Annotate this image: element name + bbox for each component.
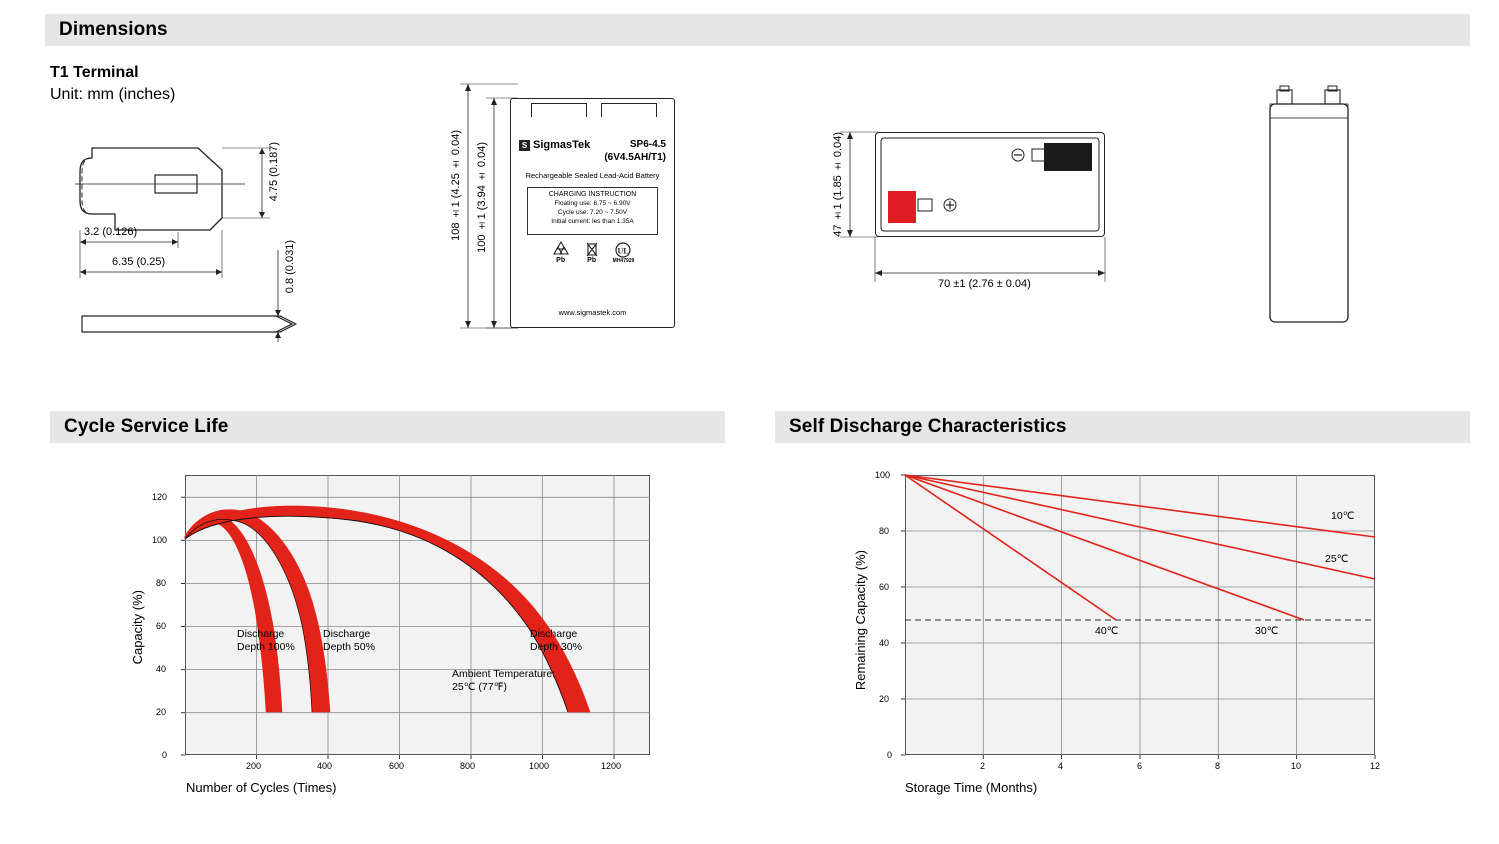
self-xtick-4: 4	[1058, 761, 1064, 771]
cycle-xtick-600: 600	[389, 761, 405, 771]
model-block	[604, 139, 666, 164]
battery-subtitle: Rechargeable Sealed Lead-Acid Battery	[525, 171, 660, 180]
recycle-pb-icon	[551, 241, 571, 264]
no-trash-pb-icon	[585, 241, 599, 264]
front-total-height-dim: 108 ±1 (4.25 ± 0.04)	[450, 130, 462, 241]
model-spec: (6V4.5AH/T1)	[604, 151, 666, 163]
self-ytick-0: 0	[887, 750, 893, 760]
battery-top-view	[820, 110, 1150, 320]
svg-text:UL: UL	[617, 246, 629, 256]
cycle-ytick-40: 40	[156, 664, 167, 674]
ul-file-number: MH47929	[612, 258, 635, 264]
charging-line-2: Cycle use: 7.20 ~ 7.50V	[557, 208, 628, 216]
front-body-height-dim: 100 ±1 (3.94 ± 0.04)	[476, 142, 488, 253]
cycle-x-axis-title: Number of Cycles (Times)	[186, 780, 337, 795]
cycle-service-life-chart	[50, 450, 725, 810]
series-label-40c: 40℃	[1095, 625, 1119, 637]
cycle-ytick-100: 100	[152, 535, 168, 545]
terminal-drawing	[70, 130, 360, 360]
cycle-ytick-80: 80	[156, 578, 167, 588]
battery-front-view	[440, 80, 740, 330]
self-x-axis-title: Storage Time (Months)	[905, 780, 1038, 795]
section-title: Dimensions	[59, 19, 168, 40]
self-xtick-12: 12	[1370, 761, 1381, 771]
ul-icon	[613, 242, 635, 264]
cycle-ytick-0: 0	[162, 750, 168, 760]
series-label-30c: 30℃	[1255, 625, 1279, 637]
self-ytick-80: 80	[879, 526, 890, 536]
website-label: www.sigmastek.com	[558, 308, 627, 317]
top-width-dim: 70 ±1 (2.76 ± 0.04)	[938, 278, 1031, 290]
cycle-xtick-800: 800	[460, 761, 476, 771]
self-xtick-6: 6	[1137, 761, 1143, 771]
sigmastek-logo-icon: S	[519, 140, 530, 151]
cycle-y-axis-title: Capacity (%)	[130, 590, 145, 665]
top-depth-dim: 47 ±1 (1.85 ± 0.04)	[832, 132, 844, 237]
recycle-pb-label: Pb	[556, 257, 566, 264]
section-header-self-discharge	[775, 411, 1470, 443]
section-header-dimensions	[45, 14, 1470, 46]
charging-line-1: Floating use: 6.75 ~ 6.90V	[554, 200, 631, 207]
cycle-ytick-120: 120	[152, 492, 168, 502]
charging-instruction-box	[527, 187, 658, 235]
battery-body	[510, 98, 675, 328]
terminal-height-dim: 4.75 (0.187)	[268, 142, 280, 202]
cycle-xtick-400: 400	[317, 761, 333, 771]
series-label-25c: 25℃	[1325, 553, 1349, 565]
self-ytick-60: 60	[879, 582, 890, 592]
self-discharge-chart	[775, 450, 1470, 810]
annotation-dod-30: Discharge Depth 30%	[530, 628, 582, 654]
cycle-xtick-1000: 1000	[529, 761, 550, 771]
charging-title: CHARGING INSTRUCTION	[548, 191, 637, 198]
annotation-dod-50: Discharge Depth 50%	[323, 628, 375, 654]
cycle-xtick-200: 200	[246, 761, 262, 771]
model-number: SP6-4.5	[629, 139, 666, 150]
self-ytick-100: 100	[875, 470, 891, 480]
self-y-axis-title: Remaining Capacity (%)	[853, 550, 868, 691]
terminal-width-large-dim: 6.35 (0.25)	[112, 256, 166, 268]
series-label-10c: 10℃	[1331, 510, 1355, 522]
brand-name-text: SigmasTek	[533, 139, 591, 151]
no-trash-pb-label: Pb	[587, 257, 597, 264]
self-xtick-2: 2	[980, 761, 986, 771]
self-xtick-10: 10	[1291, 761, 1302, 771]
charging-line-3: Initial current: les than 1.35A	[551, 217, 634, 225]
cycle-ytick-20: 20	[156, 707, 167, 717]
annotation-ambient-temperature: Ambient Temperature: 25℃ (77℉)	[452, 668, 556, 694]
cycle-ytick-60: 60	[156, 621, 167, 631]
battery-side-view	[1250, 78, 1390, 328]
self-ytick-20: 20	[879, 694, 890, 704]
self-xtick-8: 8	[1215, 761, 1221, 771]
annotation-dod-100: Discharge Depth 100%	[237, 628, 295, 654]
terminal-thickness-dim: 0.8 (0.031)	[284, 240, 296, 294]
terminal-width-small-dim: 3.2 (0.126)	[84, 226, 138, 238]
unit-label: Unit: mm (inches)	[50, 86, 176, 103]
terminal-tab-right	[601, 103, 657, 117]
section-header-cycle-service-life	[50, 411, 725, 443]
self-ytick-40: 40	[879, 638, 890, 648]
terminal-tab-left	[531, 103, 587, 117]
battery-top-outline	[875, 132, 1105, 237]
t1-terminal-title: T1 Terminal	[50, 64, 139, 81]
brand-label	[519, 139, 590, 151]
section-title: Cycle Service Life	[64, 416, 229, 437]
section-title: Self Discharge Characteristics	[789, 416, 1067, 437]
cycle-xtick-1200: 1200	[601, 761, 622, 771]
